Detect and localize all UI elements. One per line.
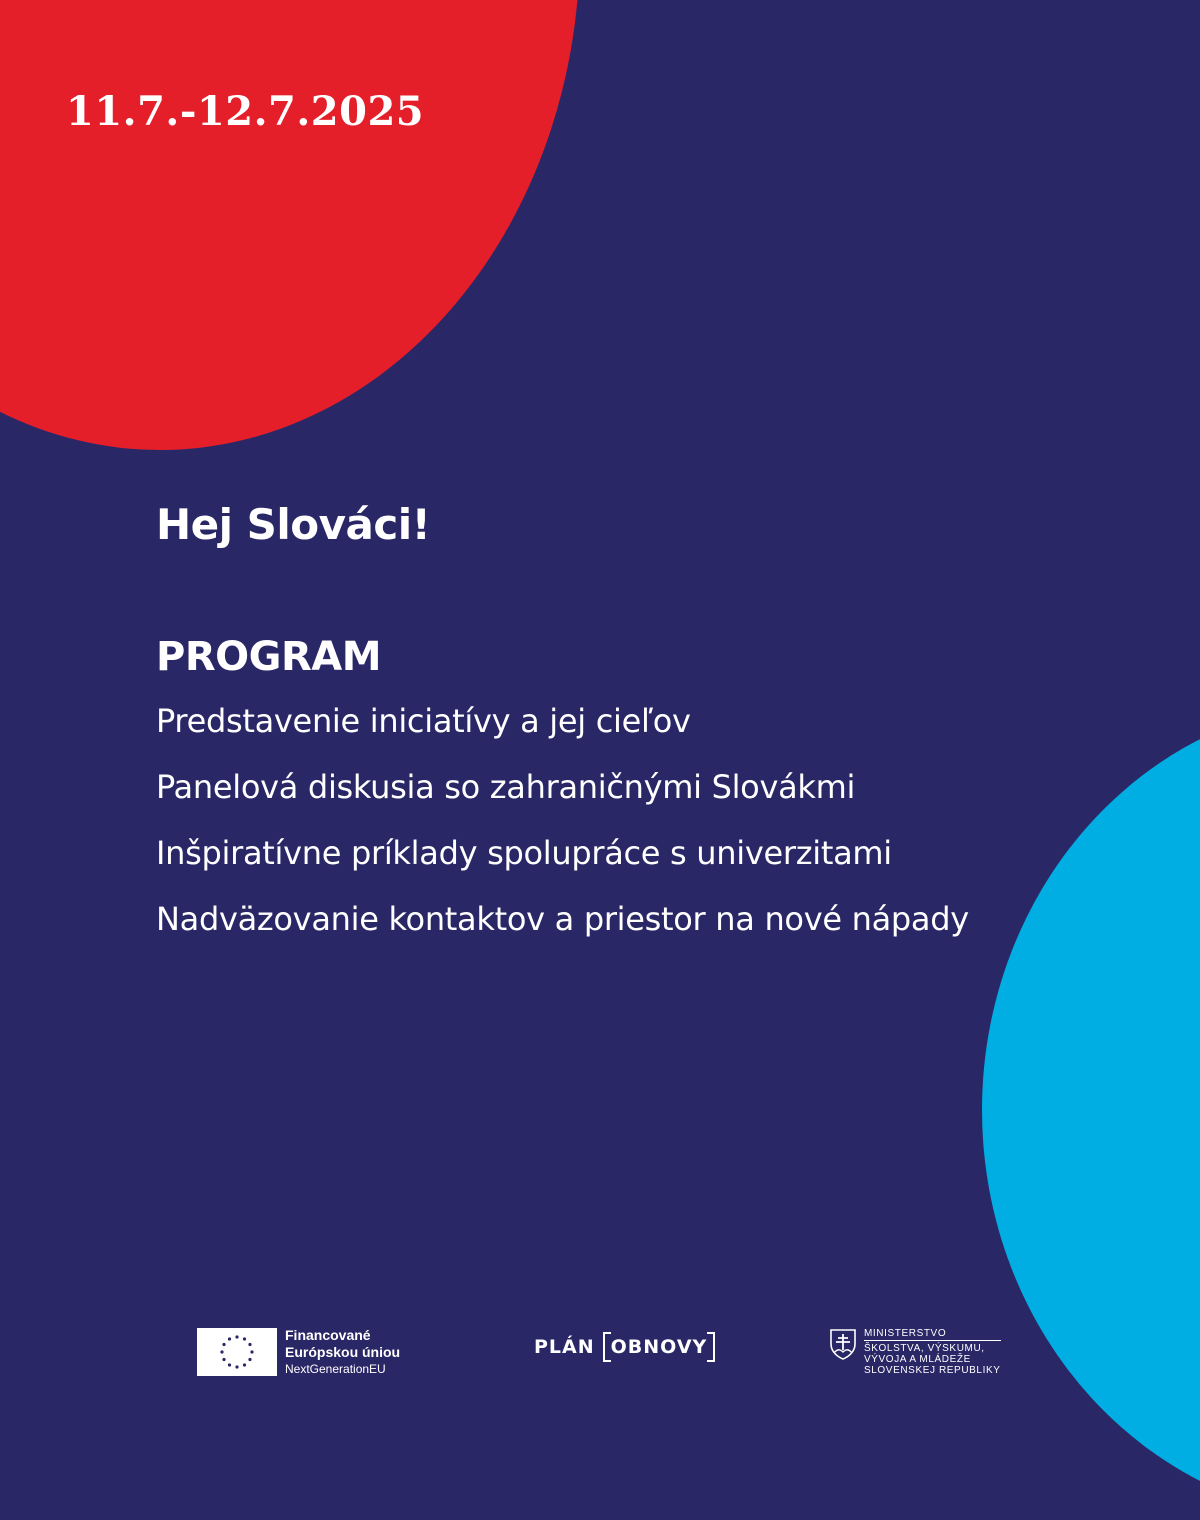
eu-star [222,1358,225,1361]
ministry-line: VÝVOJA A MLÁDEŽE [864,1354,971,1365]
greeting-title: Hej Slováci! [156,500,431,549]
plan-obnovy-logo [534,1336,713,1358]
program-item: Nadväzovanie kontaktov a priestor na nové nápady [156,900,969,938]
eu-star [235,1335,238,1338]
red-decorative-shape [0,0,580,450]
program-list [156,700,969,964]
ministry-line: MINISTERSTVO [864,1328,1001,1341]
eu-star [248,1343,251,1346]
eu-star [228,1337,231,1340]
program-item: Predstavenie iniciatívy a jej cieľov [156,702,691,740]
blue-decorative-shape [982,700,1200,1520]
eu-star [222,1343,225,1346]
eu-funding-logo [197,1326,400,1378]
ministry-line: ŠKOLSTVA, VÝSKUMU, [864,1343,985,1354]
eu-label-line2: Európskou úniou [285,1343,401,1360]
eu-star [220,1350,223,1353]
program-heading: PROGRAM [156,634,382,680]
eu-flag-icon [197,1328,277,1376]
event-date: 11.7.-12.7.2025 [66,88,425,135]
eu-star [243,1363,246,1366]
eu-label-line3: NextGenerationEU [285,1361,386,1376]
ministry-logo [828,1328,1001,1376]
program-item: Inšpiratívne príklady spolupráce s univerzitami [156,834,892,872]
eu-star [228,1363,231,1366]
eu-star [250,1350,253,1353]
slovak-coat-of-arms-icon [828,1328,858,1360]
obnovy-word: OBNOVY [605,1336,714,1358]
eu-star [248,1358,251,1361]
ministry-line: SLOVENSKEJ REPUBLIKY [864,1365,1001,1376]
eu-label-line1: Financované [285,1326,371,1343]
program-item: Panelová diskusia so zahraničnými Slovákmi [156,768,856,806]
eu-star [235,1365,238,1368]
eu-star [243,1337,246,1340]
plan-word: PLÁN [534,1336,595,1358]
